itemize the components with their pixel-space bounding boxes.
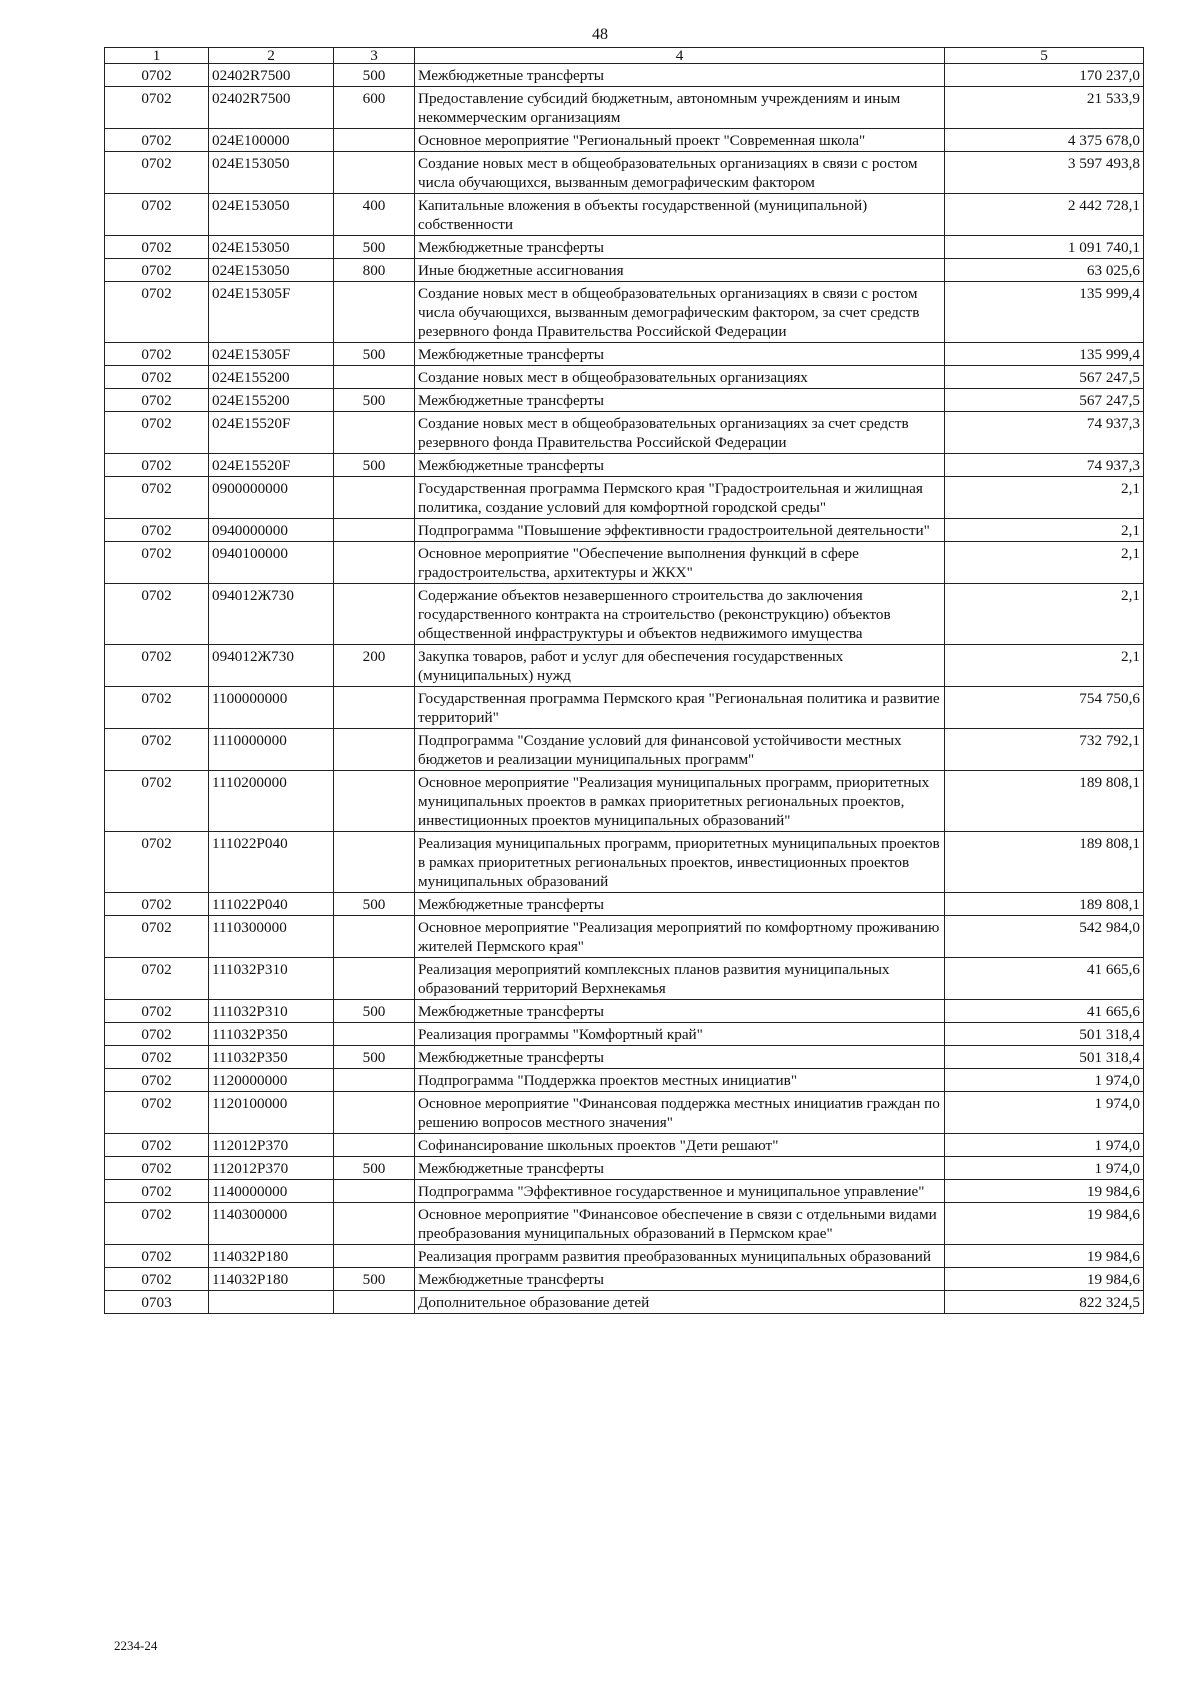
- item-name-cell: Государственная программа Пермского края "Региональная политика и развитие территорий": [415, 687, 945, 729]
- section-code-cell: 0702: [105, 282, 209, 343]
- amount-cell: 19 984,6: [945, 1268, 1144, 1291]
- table-row: [105, 454, 1144, 477]
- section-code-cell: 0702: [105, 958, 209, 1000]
- section-code-cell: 0702: [105, 687, 209, 729]
- amount-cell: 74 937,3: [945, 412, 1144, 454]
- amount-cell: 1 974,0: [945, 1069, 1144, 1092]
- table-row: [105, 1069, 1144, 1092]
- target-code-cell: 112012Р370: [209, 1134, 334, 1157]
- section-code-cell: 0702: [105, 519, 209, 542]
- table-row: [105, 916, 1144, 958]
- expense-type-cell: [334, 1134, 415, 1157]
- section-code-cell: 0702: [105, 1268, 209, 1291]
- expense-type-cell: [334, 1069, 415, 1092]
- item-name-cell: Закупка товаров, работ и услуг для обеспечения государственных (муниципальных) нужд: [415, 645, 945, 687]
- table-row: [105, 1092, 1144, 1134]
- section-code-cell: 0702: [105, 1069, 209, 1092]
- item-name-cell: Основное мероприятие "Региональный проект "Современная школа": [415, 129, 945, 152]
- table-row: [105, 1203, 1144, 1245]
- amount-cell: 19 984,6: [945, 1203, 1144, 1245]
- target-code-cell: 024E155200: [209, 366, 334, 389]
- expense-type-cell: 500: [334, 1046, 415, 1069]
- amount-cell: 501 318,4: [945, 1046, 1144, 1069]
- target-code-cell: 024E15305F: [209, 282, 334, 343]
- footer-code: 2234-24: [114, 1638, 158, 1653]
- item-name-cell: Основное мероприятие "Финансовая поддержка местных инициатив граждан по решению вопросов местного значения": [415, 1092, 945, 1134]
- amount-cell: 1 974,0: [945, 1157, 1144, 1180]
- expense-type-cell: [334, 412, 415, 454]
- expense-type-cell: [334, 1291, 415, 1314]
- amount-cell: 501 318,4: [945, 1023, 1144, 1046]
- section-code-cell: 0702: [105, 1092, 209, 1134]
- item-name-cell: Создание новых мест в общеобразовательных организациях: [415, 366, 945, 389]
- item-name-cell: Межбюджетные трансферты: [415, 454, 945, 477]
- item-name-cell: Создание новых мест в общеобразовательных организациях в связи с ростом числа обучающихся, вызванным демографическим фактором: [415, 152, 945, 194]
- target-code-cell: 1110200000: [209, 771, 334, 832]
- target-code-cell: 024E153050: [209, 152, 334, 194]
- amount-cell: 19 984,6: [945, 1180, 1144, 1203]
- item-name-cell: Подпрограмма "Повышение эффективности градостроительной деятельности": [415, 519, 945, 542]
- target-code-cell: 024E153050: [209, 259, 334, 282]
- amount-cell: 19 984,6: [945, 1245, 1144, 1268]
- expense-type-cell: 500: [334, 1000, 415, 1023]
- expense-type-cell: [334, 958, 415, 1000]
- expense-type-cell: 500: [334, 236, 415, 259]
- amount-cell: 135 999,4: [945, 343, 1144, 366]
- expense-type-cell: [334, 477, 415, 519]
- section-code-cell: 0702: [105, 645, 209, 687]
- section-code-cell: 0702: [105, 343, 209, 366]
- table-row: [105, 1023, 1144, 1046]
- expense-type-cell: [334, 729, 415, 771]
- expense-type-cell: [334, 152, 415, 194]
- item-name-cell: Капитальные вложения в объекты государственной (муниципальной) собственности: [415, 194, 945, 236]
- table-row: [105, 343, 1144, 366]
- item-name-cell: Реализация программ развития преобразованных муниципальных образований: [415, 1245, 945, 1268]
- table-row: [105, 1046, 1144, 1069]
- item-name-cell: Реализация мероприятий комплексных планов развития муниципальных образований территорий Верхнекамья: [415, 958, 945, 1000]
- target-code-cell: 024E15520F: [209, 454, 334, 477]
- target-code-cell: 112012Р370: [209, 1157, 334, 1180]
- target-code-cell: 024E153050: [209, 236, 334, 259]
- target-code-cell: 1140300000: [209, 1203, 334, 1245]
- amount-cell: 732 792,1: [945, 729, 1144, 771]
- expense-type-cell: 800: [334, 259, 415, 282]
- section-code-cell: 0702: [105, 412, 209, 454]
- section-code-cell: 0702: [105, 64, 209, 87]
- column-header: 2: [209, 48, 334, 64]
- target-code-cell: 02402R7500: [209, 87, 334, 129]
- expense-type-cell: 500: [334, 343, 415, 366]
- target-code-cell: 1120100000: [209, 1092, 334, 1134]
- amount-cell: 21 533,9: [945, 87, 1144, 129]
- table-row: [105, 832, 1144, 893]
- target-code-cell: [209, 1291, 334, 1314]
- item-name-cell: Межбюджетные трансферты: [415, 1046, 945, 1069]
- table-row: [105, 366, 1144, 389]
- target-code-cell: 1120000000: [209, 1069, 334, 1092]
- table-row: [105, 958, 1144, 1000]
- table-row: [105, 236, 1144, 259]
- target-code-cell: 024E15520F: [209, 412, 334, 454]
- target-code-cell: 111032Р350: [209, 1023, 334, 1046]
- expense-type-cell: 200: [334, 645, 415, 687]
- amount-cell: 754 750,6: [945, 687, 1144, 729]
- section-code-cell: 0702: [105, 584, 209, 645]
- table-body: [105, 64, 1144, 1314]
- amount-cell: 41 665,6: [945, 958, 1144, 1000]
- expense-type-cell: [334, 1180, 415, 1203]
- table-row: [105, 1180, 1144, 1203]
- expense-type-cell: 500: [334, 893, 415, 916]
- item-name-cell: Государственная программа Пермского края "Градостроительная и жилищная политика, создание условий для комфортной городской среды": [415, 477, 945, 519]
- target-code-cell: 024E155200: [209, 389, 334, 412]
- item-name-cell: Подпрограмма "Создание условий для финансовой устойчивости местных бюджетов и реализации муниципальных программ": [415, 729, 945, 771]
- item-name-cell: Подпрограмма "Поддержка проектов местных инициатив": [415, 1069, 945, 1092]
- expense-type-cell: [334, 832, 415, 893]
- target-code-cell: 0900000000: [209, 477, 334, 519]
- column-header: 4: [415, 48, 945, 64]
- amount-cell: 1 974,0: [945, 1134, 1144, 1157]
- table-row: [105, 194, 1144, 236]
- target-code-cell: 1110000000: [209, 729, 334, 771]
- item-name-cell: Межбюджетные трансферты: [415, 1157, 945, 1180]
- table-header-row: [105, 48, 1144, 64]
- target-code-cell: 094012Ж730: [209, 645, 334, 687]
- table-row: [105, 542, 1144, 584]
- table-row: [105, 1291, 1144, 1314]
- target-code-cell: 0940100000: [209, 542, 334, 584]
- table-row: [105, 584, 1144, 645]
- table-row: [105, 687, 1144, 729]
- section-code-cell: 0702: [105, 1000, 209, 1023]
- amount-cell: 542 984,0: [945, 916, 1144, 958]
- amount-cell: 74 937,3: [945, 454, 1144, 477]
- table-row: [105, 389, 1144, 412]
- item-name-cell: Основное мероприятие "Реализация мероприятий по комфортному проживанию жителей Пермского края": [415, 916, 945, 958]
- table-row: [105, 129, 1144, 152]
- target-code-cell: 024E153050: [209, 194, 334, 236]
- section-code-cell: 0702: [105, 832, 209, 893]
- amount-cell: 3 597 493,8: [945, 152, 1144, 194]
- amount-cell: 189 808,1: [945, 771, 1144, 832]
- expense-type-cell: 500: [334, 1157, 415, 1180]
- section-code-cell: 0702: [105, 1157, 209, 1180]
- expense-type-cell: [334, 366, 415, 389]
- section-code-cell: 0702: [105, 259, 209, 282]
- expense-type-cell: 500: [334, 389, 415, 412]
- item-name-cell: Межбюджетные трансферты: [415, 1000, 945, 1023]
- target-code-cell: 024E100000: [209, 129, 334, 152]
- item-name-cell: Реализация программы "Комфортный край": [415, 1023, 945, 1046]
- target-code-cell: 1100000000: [209, 687, 334, 729]
- item-name-cell: Содержание объектов незавершенного строительства до заключения государственного контракта на строительство (реконструкцию) объектов общественной инфраструктуры и объектов недвижимого имущества: [415, 584, 945, 645]
- table-row: [105, 259, 1144, 282]
- expense-type-cell: [334, 542, 415, 584]
- target-code-cell: 094012Ж730: [209, 584, 334, 645]
- expense-type-cell: [334, 771, 415, 832]
- section-code-cell: 0702: [105, 87, 209, 129]
- target-code-cell: 111022Р040: [209, 832, 334, 893]
- amount-cell: 189 808,1: [945, 832, 1144, 893]
- section-code-cell: 0702: [105, 477, 209, 519]
- amount-cell: 567 247,5: [945, 366, 1144, 389]
- target-code-cell: 111022Р040: [209, 893, 334, 916]
- section-code-cell: 0702: [105, 1023, 209, 1046]
- amount-cell: 2,1: [945, 645, 1144, 687]
- section-code-cell: 0702: [105, 542, 209, 584]
- expense-type-cell: 500: [334, 64, 415, 87]
- table-row: [105, 87, 1144, 129]
- table-row: [105, 1245, 1144, 1268]
- budget-table: [104, 47, 1144, 1314]
- item-name-cell: Межбюджетные трансферты: [415, 1268, 945, 1291]
- item-name-cell: Межбюджетные трансферты: [415, 893, 945, 916]
- expense-type-cell: 400: [334, 194, 415, 236]
- section-code-cell: 0702: [105, 893, 209, 916]
- table-row: [105, 477, 1144, 519]
- expense-type-cell: 500: [334, 1268, 415, 1291]
- section-code-cell: 0702: [105, 129, 209, 152]
- amount-cell: 1 974,0: [945, 1092, 1144, 1134]
- amount-cell: 4 375 678,0: [945, 129, 1144, 152]
- target-code-cell: 111032Р310: [209, 958, 334, 1000]
- item-name-cell: Предоставление субсидий бюджетным, автономным учреждениям и иным некоммерческим организациям: [415, 87, 945, 129]
- target-code-cell: 1140000000: [209, 1180, 334, 1203]
- table-row: [105, 1134, 1144, 1157]
- item-name-cell: Создание новых мест в общеобразовательных организациях за счет средств резервного фонда Правительства Российской Федерации: [415, 412, 945, 454]
- section-code-cell: 0702: [105, 771, 209, 832]
- section-code-cell: 0702: [105, 729, 209, 771]
- amount-cell: 567 247,5: [945, 389, 1144, 412]
- item-name-cell: Иные бюджетные ассигнования: [415, 259, 945, 282]
- page-number: 48: [592, 26, 608, 43]
- item-name-cell: Дополнительное образование детей: [415, 1291, 945, 1314]
- expense-type-cell: [334, 282, 415, 343]
- amount-cell: 822 324,5: [945, 1291, 1144, 1314]
- expense-type-cell: [334, 1245, 415, 1268]
- expense-type-cell: [334, 687, 415, 729]
- table-row: [105, 1268, 1144, 1291]
- section-code-cell: 0702: [105, 152, 209, 194]
- section-code-cell: 0702: [105, 1180, 209, 1203]
- expense-type-cell: [334, 916, 415, 958]
- section-code-cell: 0702: [105, 366, 209, 389]
- target-code-cell: 1110300000: [209, 916, 334, 958]
- amount-cell: 2 442 728,1: [945, 194, 1144, 236]
- section-code-cell: 0702: [105, 1203, 209, 1245]
- target-code-cell: 024E15305F: [209, 343, 334, 366]
- amount-cell: 2,1: [945, 542, 1144, 584]
- item-name-cell: Межбюджетные трансферты: [415, 343, 945, 366]
- item-name-cell: Межбюджетные трансферты: [415, 389, 945, 412]
- column-header: 1: [105, 48, 209, 64]
- item-name-cell: Софинансирование школьных проектов "Дети решают": [415, 1134, 945, 1157]
- table-row: [105, 893, 1144, 916]
- column-header: 3: [334, 48, 415, 64]
- table-row: [105, 771, 1144, 832]
- amount-cell: 41 665,6: [945, 1000, 1144, 1023]
- item-name-cell: Создание новых мест в общеобразовательных организациях в связи с ростом числа обучающихся, вызванным демографическим фактором, за счет средств резервного фонда Правительства Российской Федерации: [415, 282, 945, 343]
- expense-type-cell: 600: [334, 87, 415, 129]
- target-code-cell: 114032Р180: [209, 1245, 334, 1268]
- amount-cell: 189 808,1: [945, 893, 1144, 916]
- amount-cell: 63 025,6: [945, 259, 1144, 282]
- expense-type-cell: [334, 519, 415, 542]
- item-name-cell: Реализация муниципальных программ, приоритетных муниципальных проектов в рамках приоритетных региональных проектов, инвестиционных проектов муниципальных образований: [415, 832, 945, 893]
- expense-type-cell: [334, 129, 415, 152]
- table-row: [105, 729, 1144, 771]
- item-name-cell: Межбюджетные трансферты: [415, 236, 945, 259]
- amount-cell: 170 237,0: [945, 64, 1144, 87]
- table-row: [105, 645, 1144, 687]
- expense-type-cell: [334, 1092, 415, 1134]
- table-row: [105, 1000, 1144, 1023]
- section-code-cell: 0702: [105, 389, 209, 412]
- table-row: [105, 64, 1144, 87]
- section-code-cell: 0702: [105, 454, 209, 477]
- section-code-cell: 0702: [105, 1134, 209, 1157]
- expense-type-cell: 500: [334, 454, 415, 477]
- expense-type-cell: [334, 1203, 415, 1245]
- section-code-cell: 0702: [105, 1046, 209, 1069]
- table-row: [105, 412, 1144, 454]
- table-row: [105, 519, 1144, 542]
- section-code-cell: 0703: [105, 1291, 209, 1314]
- amount-cell: 2,1: [945, 584, 1144, 645]
- target-code-cell: 111032Р310: [209, 1000, 334, 1023]
- expense-type-cell: [334, 584, 415, 645]
- item-name-cell: Основное мероприятие "Обеспечение выполнения функций в сфере градостроительства, архитектуры и ЖКХ": [415, 542, 945, 584]
- target-code-cell: 02402R7500: [209, 64, 334, 87]
- target-code-cell: 0940000000: [209, 519, 334, 542]
- item-name-cell: Подпрограмма "Эффективное государственное и муниципальное управление": [415, 1180, 945, 1203]
- section-code-cell: 0702: [105, 194, 209, 236]
- item-name-cell: Основное мероприятие "Реализация муниципальных программ, приоритетных муниципальных проектов в рамках приоритетных региональных проектов, инвестиционных проектов муниципальных образований": [415, 771, 945, 832]
- section-code-cell: 0702: [105, 916, 209, 958]
- item-name-cell: Основное мероприятие "Финансовое обеспечение в связи с отдельными видами преобразования муниципальных образований в Пермском крае": [415, 1203, 945, 1245]
- column-header: 5: [945, 48, 1144, 64]
- item-name-cell: Межбюджетные трансферты: [415, 64, 945, 87]
- section-code-cell: 0702: [105, 236, 209, 259]
- table-row: [105, 152, 1144, 194]
- amount-cell: 2,1: [945, 477, 1144, 519]
- section-code-cell: 0702: [105, 1245, 209, 1268]
- amount-cell: 135 999,4: [945, 282, 1144, 343]
- target-code-cell: 114032Р180: [209, 1268, 334, 1291]
- amount-cell: 2,1: [945, 519, 1144, 542]
- table-row: [105, 1157, 1144, 1180]
- expense-type-cell: [334, 1023, 415, 1046]
- amount-cell: 1 091 740,1: [945, 236, 1144, 259]
- table-row: [105, 282, 1144, 343]
- target-code-cell: 111032Р350: [209, 1046, 334, 1069]
